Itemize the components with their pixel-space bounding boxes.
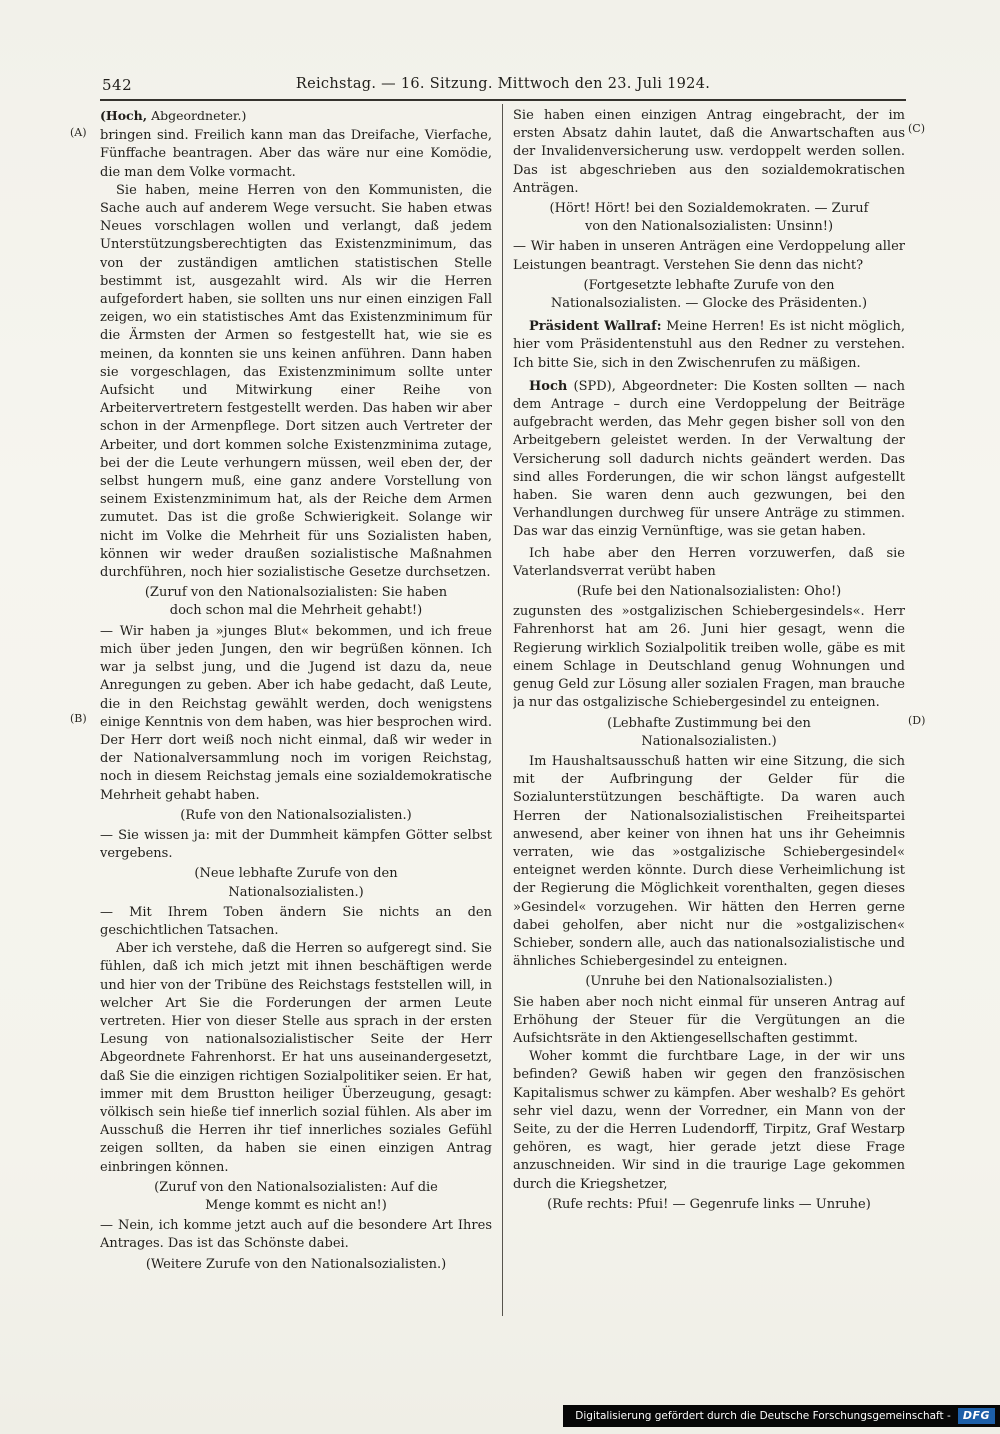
margin-marker-d: (D) [908, 714, 926, 727]
left-column [100, 107, 492, 1319]
right-column [513, 107, 905, 1319]
interjection: (Lebhafte Zustimmung bei den Nationalsozialisten.) [607, 715, 811, 749]
paragraph: Im Haushaltsausschuß hatten wir eine Sitzung, die sich mit der Aufbringung der Gelder für die Sozialunterstützungen beschäftigte. Da waren auch Herren der Nationalsozialistischen Freiheitspartei anwesend, aber keiner von ihnen hat uns ihr Geheimnis verraten, wie das »ostgalizische Schiebergesindel« enteignet werden könnte. Durch diese Verheimlichung ist der Regierung die Möglichkeit vorenthalten, gegen dieses »Gesindel« vorzugehen. Wir hätten den Herren gerne dabei geholfen, aber nicht nur die »ostgalizischen« Schieber, sondern alle, auch das nationalsozialistische und ähnliches Schiebergesindel zu enteignen. [513, 753, 905, 970]
interjection: (Rufe rechts: Pfui! — Gegenrufe links — Unruhe) [547, 1196, 871, 1212]
running-head-rest: Abgeordneter.) [147, 108, 247, 123]
speaker-name: Präsident Wallraf: [529, 319, 662, 335]
paragraph: — Wir haben ja »junges Blut« bekommen, und ich freue mich über jeden Jungen, den wir begrüßen können. Ich war ja selbst jung, und die Jugend ist dazu da, neue Anregungen zu geben. Aber ich habe gedacht, daß Leute, die in den Reichstag gewählt werden, doch wenigstens einige Kenntnis von dem haben, was hier besprochen wird. Der Herr dort weiß noch nicht einmal, daß wir weder in der Nationalversammlung noch im vorigen Reichstag, noch in diesem Reichstag jemals eine sozialdemokratische Mehrheit gehabt haben. [100, 623, 492, 803]
interjection: (Unruhe bei den Nationalsozialisten.) [585, 974, 833, 990]
column-divider [502, 104, 503, 1316]
digitization-footer [563, 1405, 1000, 1427]
speaker-name: Hoch [529, 378, 568, 394]
speech-text: Meine Herren! Es ist nicht möglich, hier vom Präsidentenstuhl aus den Redner zu verstehen. Ich bitte Sie, sich in den Zwischenrufen zu mäßigen. [513, 319, 905, 371]
digitization-note: Digitalisierung gefördert durch die Deutsche Forschungsgemeinschaft - [575, 1410, 951, 1422]
running-head-speaker: (Hoch, [100, 108, 148, 123]
paragraph: bringen sind. Freilich kann man das Dreifache, Vierfache, Fünffache beantragen. Aber das wäre nur eine Komödie, die man dem Volke vormacht. [100, 128, 492, 180]
paragraph: — Nein, ich komme jetzt auch auf die besondere Art Ihres Antrages. Das ist das Schönste dabei. [100, 1218, 492, 1252]
speech-text: (SPD), Abgeordneter: Die Kosten sollten — nach dem Antrage – durch eine Verdoppelung der Beiträge aufgebracht werden, das Mehr gegen bisher soll von den Arbeitgebern geleistet werden. In der Verwaltung der Versicherung soll dadurch nichts geändert werden. Das sind alles Forderungen, die wir schon längst aufgestellt haben. Sie waren denn auch gezwungen, bei den Verhandlungen durchweg für unsere Anträge zu stimmen. Das war das einzig Vernünftige, was sie getan haben. [513, 378, 905, 540]
paragraph: Sie haben, meine Herren von den Kommunisten, die Sache auch auf anderem Wege versucht. Sie haben etwas Neues vorschlagen wollen und verlangt, daß jedem Unterstützungsberechtigten das Existenzminimum, das von der zuständigen amtlichen statistischen Stelle bestimmt ist, ausgezahlt wird. Als wir die Herren aufgefordert haben, sie sollten uns nur einen einzigen Fall zeigen, wo ein statistisches Amt das Existenzminimum für die Ärmsten der Armen so festgestellt hat, wie sie es meinen, da konnten sie uns keinen anführen. Dann haben sie vorgeschlagen, das Existenzminimum sollte unter Aufsicht und Mitwirkung einer Reihe von Arbeitervertretern festgestellt werden. Das haben wir aber schon in der Armenpflege. Dort sitzen auch Vertreter der Arbeiter, und dort kommen solche Existenzminima zutage, bei der die Leute verhungern müssen, weil eben der, der selbst hungern muß, eine ganz andere Vorstellung von seinem Existenzminimum hat, als der Reiche dem Armen zumutet. Das ist die große Schwierigkeit. Solange wir nicht im Volke die Mehrheit für uns Sozialisten haben, können wir weder draußen sozialistische Maßnahmen durchführen, noch hier sozialistische Gesetze durchsetzen. [100, 182, 492, 581]
paragraph: Woher kommt die furchtbare Lage, in der wir uns befinden? Gewiß haben wir gegen den französischen Kapitalismus schwer zu kämpfen. Aber weshalb? Es gehört sehr viel dazu, wenn der Vorredner, ein Mann von der Seite, zu der die Herren Ludendorff, Tirpitz, Graf Westarp gehören, es wagt, hier gerade jetzt diese Frage anzuschneiden. Wir sind in die traurige Lage gekommen durch die Kriegshetzer, [513, 1049, 905, 1192]
interjection: (Hört! Hört! bei den Sozialdemokraten. — Zuruf von den Nationalsozialisten: Unsinn!) [549, 201, 869, 235]
paragraph: — Sie wissen ja: mit der Dummheit kämpfen Götter selbst vergebens. [100, 827, 492, 862]
paragraph: Sie haben aber noch nicht einmal für unseren Antrag auf Erhöhung der Steuer für die Vergütungen an die Aufsichtsräte in den Aktiengesellschaften gestimmt. [513, 994, 905, 1046]
header-title: Reichstag. — 16. Sitzung. Mittwoch den 23. Juli 1924. [295, 76, 711, 92]
dfg-logo: DFG [958, 1408, 995, 1424]
header-rule [100, 99, 906, 101]
paragraph: Aber ich verstehe, daß die Herren so aufgeregt sind. Sie fühlen, daß ich mich jetzt mit ihnen beschäftigen werde und hier von der Tribüne des Reichstags feststellen will, in welcher Art Sie die Forderungen der armen Leute vertreten. Hier von dieser Stelle aus sprach in der ersten Lesung von nationalsozialistischer Seite der Herr Abgeordnete Fahrenhorst. Er hat uns auseinandergesetzt, daß Sie die einzigen richtigen Sozialpolitiker seien. Er hat, immer mit dem Brustton heiliger Überzeugung, gesagt: völkisch sein hieße tief innerlich sozial fühlen. Als aber im Ausschuß die Herren ihr tief innerliches soziales Gefühl zeigen sollten, da haben sie einen einzigen Antrag einbringen können. [100, 941, 492, 1175]
paragraph: — Mit Ihrem Toben ändern Sie nichts an den geschichtlichen Tatsachen. [100, 904, 492, 938]
speech-paragraph [513, 378, 905, 542]
paragraph: — Wir haben in unseren Anträgen eine Verdoppelung aller Leistungen beantragt. Verstehen Sie denn das nicht? [513, 239, 905, 273]
margin-marker-a: (A) [70, 126, 87, 139]
paragraph: Sie haben einen einzigen Antrag eingebracht, der im ersten Absatz dahin lautet, daß die Anwartschaften aus der Invalidenversicherung usw. verdoppelt werden sollen. Das ist abgeschrieben aus den sozialdemokratischen Anträgen. [513, 108, 905, 196]
margin-marker-b: (B) [70, 712, 87, 725]
interjection: (Neue lebhafte Zurufe von den Nationalsozialisten.) [194, 866, 398, 900]
margin-marker-c: (C) [908, 122, 925, 135]
paragraph: zugunsten des »ostgalizischen Schiebergesindels«. Herr Fahrenhorst hat am 26. Juni hier gesagt, wenn die Regierung wirklich Sozialpolitik treiben wolle, gäbe es mit einem Schlage in Deutschland genug Wohnungen und genug Geld zur Lösung aller sozialen Fragen, man brauche ja nur das ostgalizische Schiebergesindel zu enteignen. [513, 604, 905, 711]
interjection: (Fortgesetzte lebhafte Zurufe von den Nationalsozialisten. — Glocke des Präsidenten.) [550, 277, 868, 312]
interjection: (Zuruf von den Nationalsozialisten: Auf die Menge kommt es nicht an!) [154, 1179, 438, 1213]
interjection: (Rufe bei den Nationalsozialisten: Oho!) [576, 584, 842, 600]
page-header [100, 76, 906, 96]
speech-paragraph [513, 318, 905, 373]
paragraph: Ich habe aber den Herren vorzuwerfen, daß sie Vaterlandsverrat verübt haben [513, 545, 905, 579]
interjection: (Weitere Zurufe von den Nationalsozialisten.) [145, 1256, 447, 1272]
running-head [100, 107, 492, 125]
interjection: (Zuruf von den Nationalsozialisten: Sie haben doch schon mal die Mehrheit gehabt!) [144, 585, 448, 619]
page-number: 542 [102, 76, 133, 94]
interjection: (Rufe von den Nationalsozialisten.) [180, 807, 412, 823]
